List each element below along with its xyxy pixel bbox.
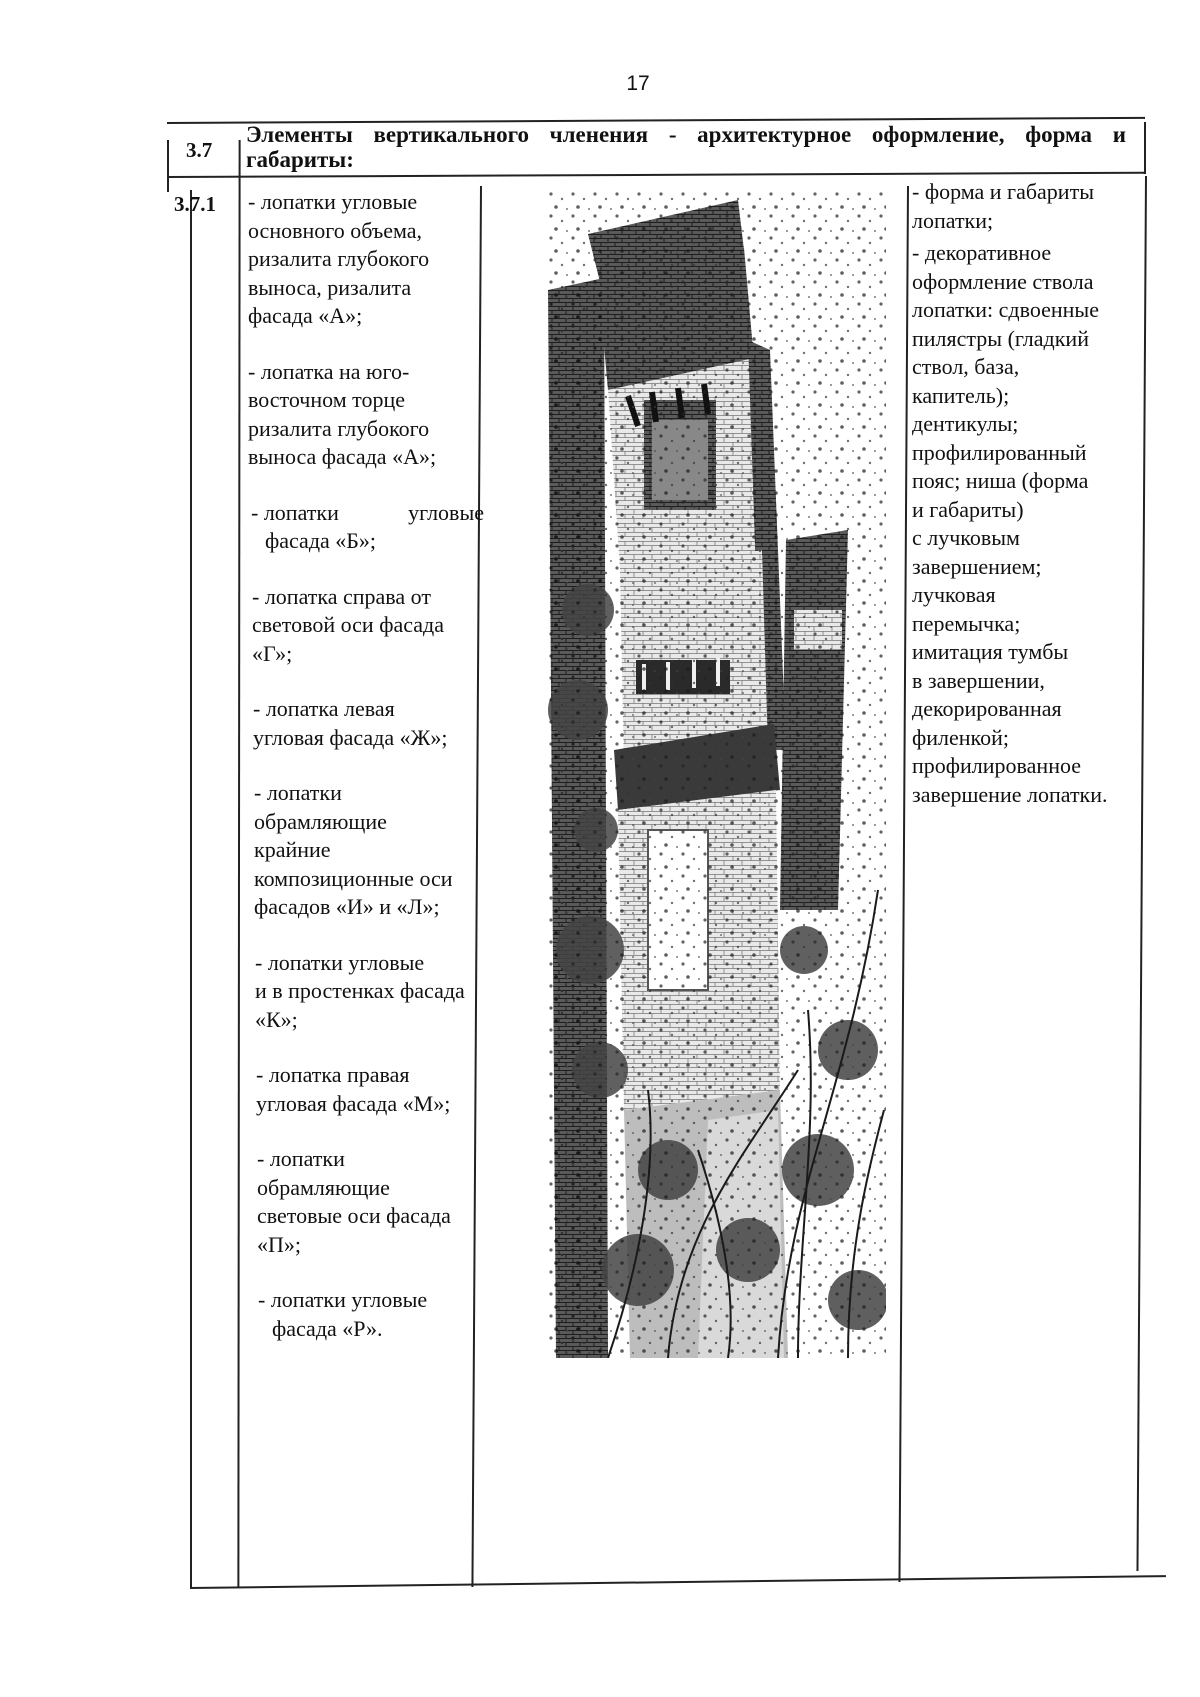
list-item-line: обрамляющие xyxy=(257,1174,390,1200)
list-item-line: - лопатка правая xyxy=(256,1062,410,1087)
section-title: Элементы вертикального членения - архитектурное оформление, форма и габариты: xyxy=(246,122,1126,172)
list-item xyxy=(252,583,484,669)
description-line: - декоративное xyxy=(912,240,1052,265)
table-header-divider xyxy=(168,172,1145,178)
list-item-line: угловая фасада «Ж»; xyxy=(253,724,448,750)
list-item xyxy=(256,1061,484,1118)
list-item-line: ризалита глубокого xyxy=(248,415,430,441)
description-line: пилястры (гладкий xyxy=(912,325,1089,351)
list-item xyxy=(253,695,484,752)
description-line: перемычка; xyxy=(912,610,1021,636)
list-item-line: основного объема, xyxy=(248,217,423,243)
description-line: завершение лопатки. xyxy=(912,781,1108,807)
row-number: 3.7.1 xyxy=(174,192,216,216)
list-item-line: обрамляющие xyxy=(254,808,387,834)
list-item-line: фасадов «И» и «Л»; xyxy=(254,894,440,919)
list-item-line: световые оси фасада xyxy=(257,1203,451,1228)
table-border-left-lower xyxy=(190,190,192,1588)
description-line: филенкой; xyxy=(912,724,1010,750)
list-item-line: «Г»; xyxy=(252,640,293,666)
description-line: и габариты) xyxy=(912,496,1024,522)
description-line: лучковая xyxy=(912,582,996,607)
description-line: пояс; ниша (форма xyxy=(912,468,1089,493)
column-divider-photo xyxy=(898,186,908,1582)
description-line: лопатки: сдвоенные xyxy=(912,297,1099,322)
table-border-left xyxy=(167,140,169,192)
description-line: лопатки; xyxy=(912,207,994,233)
description xyxy=(912,178,1142,813)
description-line: завершением; xyxy=(912,553,1042,579)
list-item-line: выноса фасада «А»; xyxy=(248,444,437,469)
description-line: декорированная xyxy=(912,696,1062,721)
table-border-right xyxy=(1144,122,1146,174)
description-line: капитель); xyxy=(912,382,1010,408)
list-item xyxy=(257,1145,484,1259)
list-item-line: - лопатка справа от xyxy=(252,583,431,609)
list-item-line: фасада «Р». xyxy=(272,1315,383,1341)
list-item-line: фасада «Б»; xyxy=(265,528,377,553)
description-line: профилированное xyxy=(912,753,1081,778)
list-item xyxy=(248,188,484,331)
list-item-line: световой оси фасада xyxy=(252,612,444,637)
column-divider-number xyxy=(237,140,240,1588)
list-item xyxy=(254,779,484,922)
list-item-line: - лопатки xyxy=(257,1146,345,1171)
description-line: оформление ствола xyxy=(912,268,1094,294)
description-line: имитация тумбы xyxy=(912,639,1069,664)
description-line: дентикулы; xyxy=(912,411,1019,436)
list-item-line: восточном торце xyxy=(248,387,406,412)
list-item-line: - лопатки угловые xyxy=(248,189,418,214)
list-item xyxy=(251,499,484,556)
list-item-line: «К»; xyxy=(255,1006,298,1032)
page-number: 17 xyxy=(626,72,650,95)
table-border-bottom xyxy=(190,1575,1166,1588)
description-line: ствол, база, xyxy=(912,354,1020,379)
description-line: - форма и габариты xyxy=(912,179,1094,204)
elements-list xyxy=(248,188,484,1370)
list-item-line: «П»; xyxy=(257,1231,301,1257)
section-number: 3.7 xyxy=(186,138,213,162)
list-item-line: композиционные оси xyxy=(254,865,453,891)
list-item-line: фасада «А»; xyxy=(248,303,363,328)
list-item xyxy=(258,1286,484,1343)
list-item-word: угловые xyxy=(408,499,484,525)
list-item-line: угловая фасада «М»; xyxy=(256,1090,451,1116)
list-item-line: - лопатка на юго- xyxy=(248,358,410,384)
list-item-line: - лопатки xyxy=(254,780,342,805)
list-item-line: - лопатка левая xyxy=(253,696,395,721)
list-item xyxy=(255,949,484,1035)
description-paragraph xyxy=(912,239,1142,809)
description-line: профилированный xyxy=(912,439,1087,465)
list-item-line: и в простенках фасада xyxy=(255,978,465,1003)
list-item-line: - лопатки угловые xyxy=(258,1287,428,1312)
description-line: с лучковым xyxy=(912,525,1020,550)
list-item-line: - лопатки угловые xyxy=(255,949,425,975)
list-item-word: - лопатки xyxy=(251,499,339,525)
list-item-line: выноса, ризалита xyxy=(248,274,412,300)
building-facade-photo xyxy=(548,190,886,1358)
list-item-line: крайние xyxy=(254,837,331,862)
description-paragraph xyxy=(912,178,1142,235)
list-item-line xyxy=(251,499,484,528)
list-item xyxy=(248,358,484,472)
description-line: в завершении, xyxy=(912,667,1045,693)
list-item-line: ризалита глубокого xyxy=(248,246,430,271)
